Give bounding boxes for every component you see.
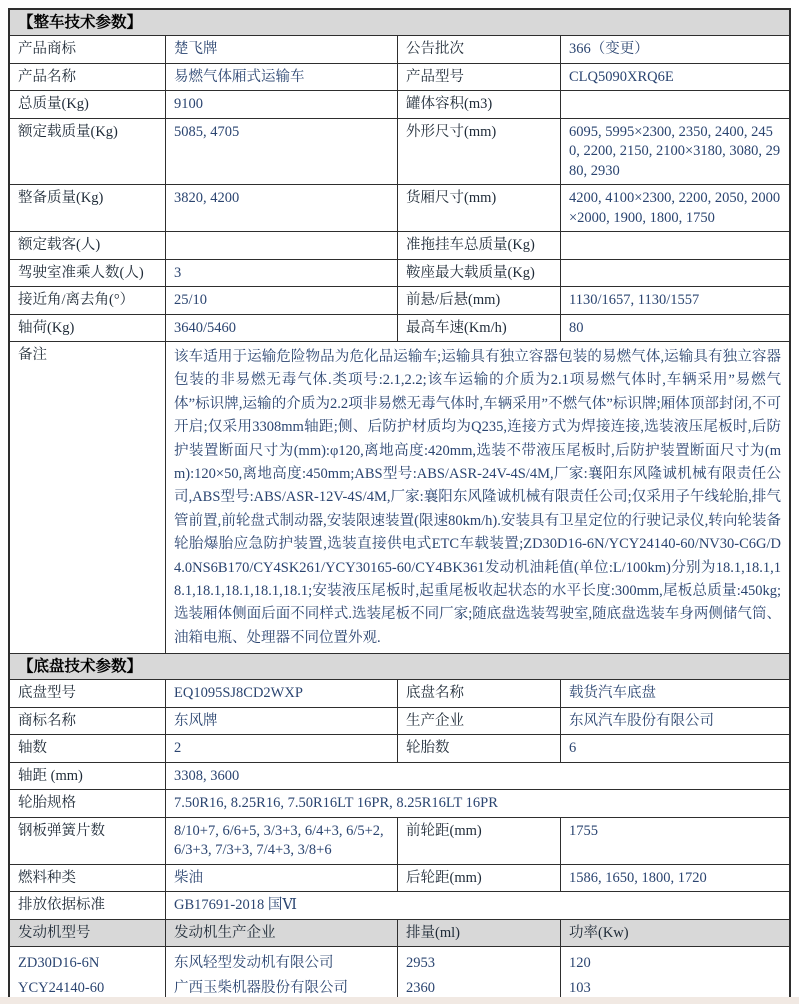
param-value: 载货汽车底盘: [560, 680, 789, 707]
engine-model-cell: [10, 947, 165, 1004]
table-row: [10, 707, 789, 735]
param-value: 5085, 4705: [165, 119, 397, 185]
engine-value-line: 东风轻型发动机有限公司: [174, 955, 334, 972]
param-label: 底盘型号: [18, 685, 76, 702]
param-value: 3640/5460: [165, 315, 397, 342]
table-row: [10, 118, 789, 185]
param-value: 柴油: [165, 865, 397, 892]
param-value: 1130/1657, 1130/1557: [560, 287, 789, 314]
param-value: 4200, 4100×2300, 2200, 2050, 2000×2000, 1900, 1800, 1750: [560, 185, 789, 231]
engine-value-line: 103: [569, 980, 591, 997]
param-value: 3: [165, 260, 397, 287]
section-title-vehicle-params: 【整车技术参数】: [10, 10, 789, 35]
engine-header-cell: 发动机生产企业: [165, 920, 397, 947]
param-label: 整备质量(Kg): [18, 190, 104, 206]
param-value: 东风牌: [165, 708, 397, 735]
param-label: 额定载质量(Kg): [18, 123, 118, 140]
table-row: [10, 341, 789, 653]
table-row: [10, 35, 789, 63]
engine-value-line: YCY24140-60: [18, 980, 105, 997]
param-value: 9100: [165, 91, 397, 118]
table-row: [10, 63, 789, 91]
param-label: 接近角/离去角(°）: [18, 292, 135, 308]
param-value: 3820, 4200: [165, 185, 397, 231]
table-row: [10, 90, 789, 118]
param-label: 前轮距(mm): [397, 818, 560, 864]
table-row: [10, 891, 789, 919]
engine-value-line: 广西玉柴机器股份有限公司: [174, 980, 348, 997]
param-value: [165, 232, 397, 259]
table-row: [10, 286, 789, 314]
param-label: 燃料种类: [18, 869, 76, 886]
param-label: 轮胎数: [397, 735, 560, 762]
engine-manufacturer-cell: [165, 947, 397, 1004]
engine-value-line: 2953: [406, 955, 435, 972]
param-label: 产品名称: [18, 68, 76, 85]
param-label: 轮胎规格: [18, 795, 76, 812]
param-label: 备注: [18, 347, 47, 363]
table-row: [10, 259, 789, 287]
param-value: GB17691-2018 国Ⅵ: [165, 892, 789, 919]
param-value: 6: [560, 735, 789, 762]
param-value: 80: [560, 315, 789, 342]
param-value: 该车适用于运输危险物品为危化品运输车;运输具有独立容器包装的易燃气体,运输具有独立容器包装的非易燃无毒气体.类项号:2.1,2.2;该车运输的介质为2.1项易燃气体时,车辆采用”易燃气体”标识牌,运输的介质为2.2项非易燃无毒气体时,车辆采用”不燃气体”标识牌;厢体顶部封闭,不可开启;仅采用3308mm轴距;侧、后防护材质均为Q235,连接方式为焊接连接,选装液压尾板时,后防护装置断面尺寸为(mm):φ120,离地高度:420mm,选装不带液压尾板时,后防护装置断面尺寸为(mm):120×50,离地高度:450mm;ABS型号:ABS/ASR-24V-4S/4M,厂家:襄阳东风隆诚机械有限责任公司,ABS型号:ABS/ASR-12V-4S/4M,厂家:襄阳东风隆诚机械有限责任公司;仅采用子午线轮胎,排气管前置,前轮盘式制动器,安装限速装置(限速80km/h).安装具有卫星定位的行驶记录仪,转向轮装备轮胎爆胎应急防护装置,选装直接供电式ETC车载装置;ZD30D16-6N/YCY24140-60/NV30-C6G/D4.0NS6B170/CY4SK261/YCY30165-60/CY4BK361发动机油耗值(单位:L/100km)分别为18.1,18.1,18.1,18.1,18.1,18.1,18.1;安装液压尾板时,起重尾板收起状态的水平长度:300mm,尾板总质量:450kg;选装厢体侧面后面不同样式.选装尾板不同厂家;随底盘选装驾驶室,随底盘选装车身两侧储气筒、油箱电瓶、处理器不同位置外观.: [165, 342, 789, 653]
param-label: 排放依据标准: [18, 897, 105, 914]
param-value: 易燃气体厢式运输车: [165, 64, 397, 91]
table-row: [10, 314, 789, 342]
engine-table-header-row: [10, 919, 789, 947]
param-value: 东风汽车股份有限公司: [560, 708, 789, 735]
param-label: 准拖挂车总质量(Kg): [397, 232, 560, 259]
param-value: [560, 260, 789, 287]
param-value: EQ1095SJ8CD2WXP: [165, 680, 397, 707]
param-label: 后轮距(mm): [397, 865, 560, 892]
param-value: 7.50R16, 8.25R16, 7.50R16LT 16PR, 8.25R16LT 16PR: [165, 790, 789, 817]
param-value: 1755: [560, 818, 789, 864]
vehicle-params-rows: [10, 35, 789, 653]
table-row: [10, 184, 789, 231]
param-label: 鞍座最大载质量(Kg): [397, 260, 560, 287]
engine-value-line: 120: [569, 955, 591, 972]
param-label: 产品型号: [397, 64, 560, 91]
param-value: 1586, 1650, 1800, 1720: [560, 865, 789, 892]
engine-value-line: ZD30D16-6N: [18, 955, 100, 972]
table-row: [10, 762, 789, 790]
param-label: 生产企业: [397, 708, 560, 735]
engine-value-line: 2360: [406, 980, 435, 997]
vehicle-spec-table: [8, 8, 791, 1004]
param-label: 公告批次: [397, 36, 560, 63]
param-label: 总质量(Kg): [18, 96, 89, 112]
engine-header-cell: 功率(Kw): [560, 920, 789, 947]
param-value: 25/10: [165, 287, 397, 314]
param-label: 前悬/后悬(mm): [397, 287, 560, 314]
table-row: [10, 789, 789, 817]
engine-power-cell: [560, 947, 789, 1004]
param-label: 货厢尺寸(mm): [397, 185, 560, 231]
table-row: [10, 864, 789, 892]
param-value: [560, 232, 789, 259]
param-label: 底盘名称: [397, 680, 560, 707]
param-label: 轴数: [18, 740, 47, 757]
param-value: 楚飞牌: [165, 36, 397, 63]
param-value: 366（变更）: [560, 36, 789, 63]
engine-displacement-cell: [397, 947, 560, 1004]
param-label: 产品商标: [18, 41, 76, 57]
param-label: 驾驶室准乘人数(人): [18, 264, 144, 281]
table-row: [10, 734, 789, 762]
param-label: 轴荷(Kg): [18, 319, 75, 336]
param-value: CLQ5090XRQ6E: [560, 64, 789, 91]
param-label: 罐体容积(m3): [397, 91, 560, 118]
param-value: 2: [165, 735, 397, 762]
param-value: [560, 91, 789, 118]
table-row: [10, 231, 789, 259]
param-value: 6095, 5995×2300, 2350, 2400, 2450, 2200, 2150, 2100×3180, 3080, 2980, 2930: [560, 119, 789, 185]
engine-table-body-row: [10, 946, 789, 1004]
param-label: 轴距 (mm): [18, 767, 83, 784]
table-row: [10, 817, 789, 864]
chassis-params-rows: [10, 679, 789, 919]
param-label: 外形尺寸(mm): [397, 119, 560, 185]
section-title-chassis-params: 【底盘技术参数】: [10, 653, 789, 679]
engine-header-cell: 发动机型号: [10, 920, 165, 947]
param-label: 额定载客(人): [18, 237, 101, 253]
param-value: 3308, 3600: [165, 763, 789, 790]
param-value: 8/10+7, 6/6+5, 3/3+3, 6/4+3, 6/5+2, 6/3+3, 7/3+3, 7/4+3, 3/8+6: [165, 818, 397, 864]
engine-header-cell: 排量(ml): [397, 920, 560, 947]
table-row: [10, 679, 789, 707]
param-label: 钢板弹簧片数: [18, 822, 105, 839]
page-bottom-edge: [0, 997, 799, 1004]
param-label: 商标名称: [18, 712, 76, 729]
param-label: 最高车速(Km/h): [397, 315, 560, 342]
